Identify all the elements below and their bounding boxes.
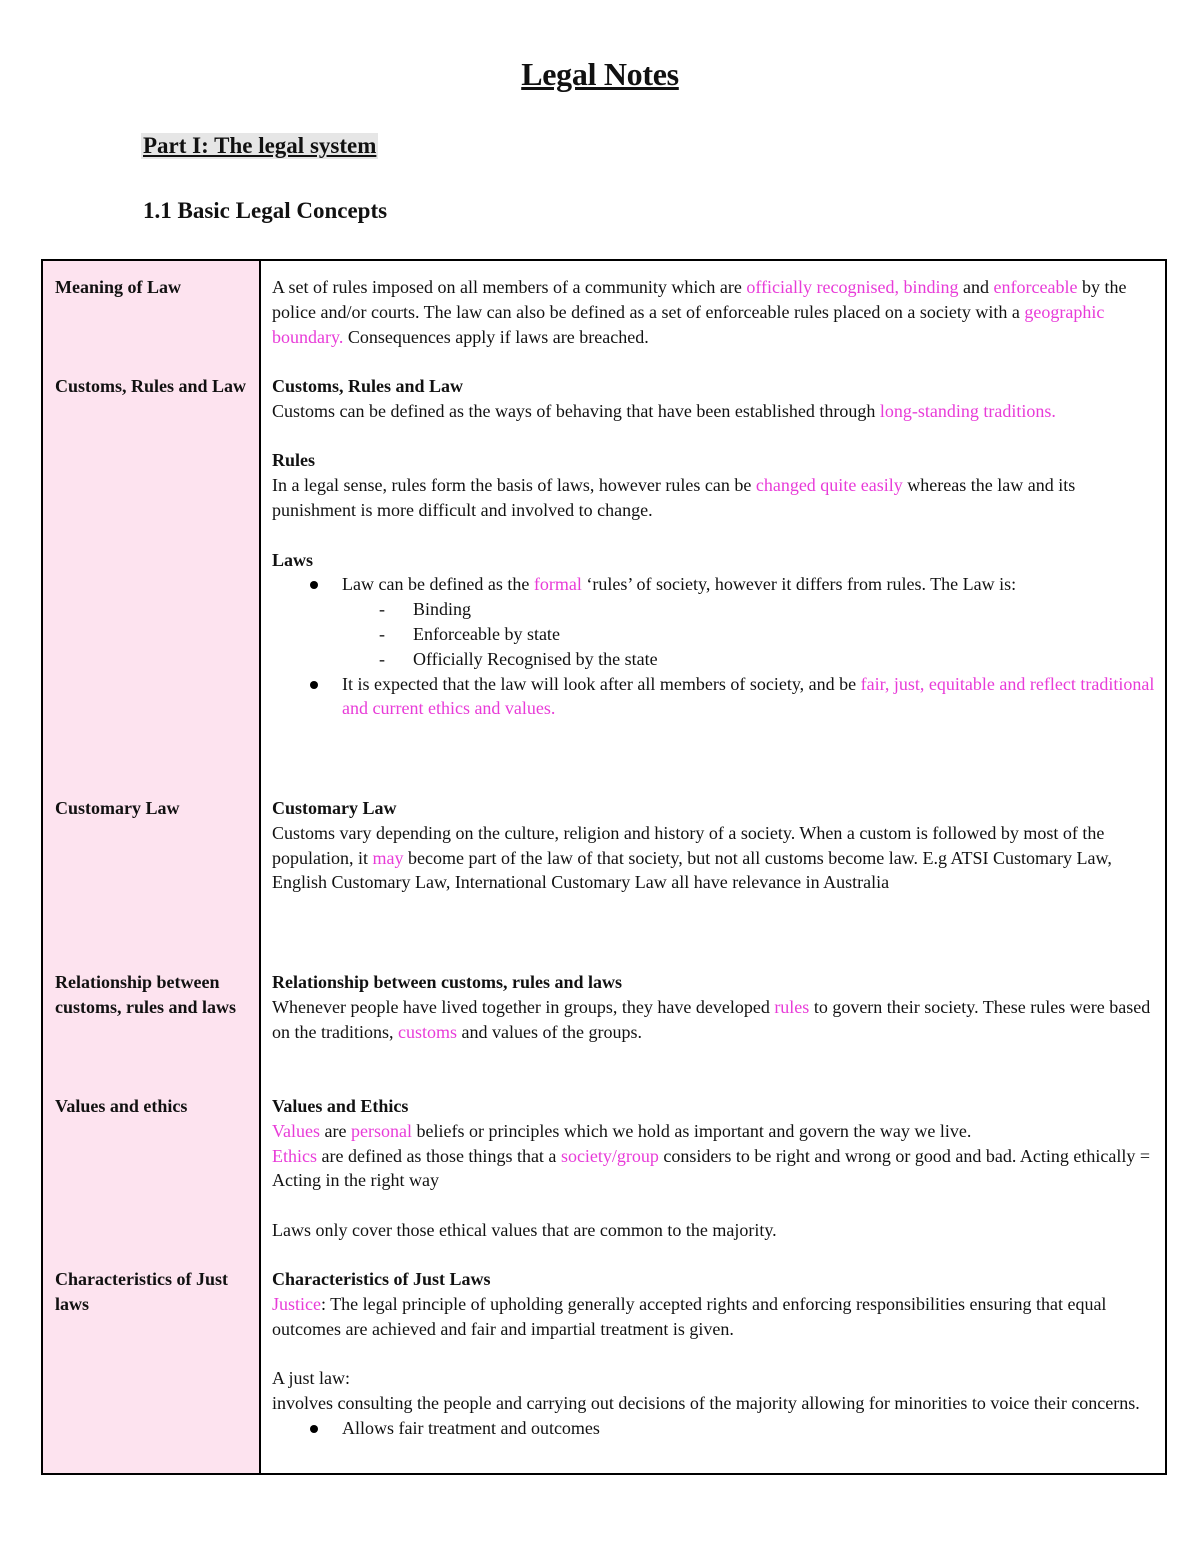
label-customary-law: Customary Law bbox=[55, 798, 180, 818]
text: considers to be right and wrong or good and bad. Acting ethically = Acting in the right way bbox=[272, 1145, 1150, 1191]
text: beliefs or principles which we hold as important and govern the way we live. bbox=[411, 1120, 972, 1141]
text: Allows fair treatment and outcomes bbox=[342, 1417, 600, 1438]
label-relationship: Relationship between customs, rules and laws bbox=[55, 972, 237, 1017]
text: Officially Recognised by the state bbox=[413, 648, 658, 669]
highlight-text: fair, just, equitable and reflect traditional and current ethics and values. bbox=[342, 673, 1155, 719]
bullet-icon bbox=[310, 681, 318, 689]
highlight-text: long-standing traditions. bbox=[879, 400, 1056, 421]
dash-item bbox=[272, 622, 1157, 647]
text: In a legal sense, rules form the basis of laws, however rules can be bbox=[272, 475, 756, 496]
text: Customs vary depending on the culture, religion and history of a society. When a custom is followed by most of the population, it bbox=[272, 822, 1105, 868]
bullet-item bbox=[272, 1416, 1157, 1441]
label-values-ethics: Values and ethics bbox=[55, 1096, 188, 1116]
text: Law can be defined as the bbox=[342, 574, 534, 595]
ethics-paragraph bbox=[272, 1144, 1157, 1194]
just-laws-content bbox=[272, 1267, 1157, 1441]
part-heading: Part I: The legal system bbox=[143, 133, 377, 158]
text: Consequences apply if laws are breached. bbox=[343, 326, 649, 347]
text: : The legal principle of upholding generally accepted rights and enforcing responsibilities ensuring that equal outcomes are achieved and fair and impartial treatment is given. bbox=[272, 1293, 1107, 1339]
section-heading: 1.1 Basic Legal Concepts bbox=[143, 198, 388, 223]
laws-values-paragraph: Laws only cover those ethical values that are common to the majority. bbox=[272, 1219, 777, 1240]
text: Customs can be defined as the ways of behaving that have been established through bbox=[272, 400, 880, 421]
text: ‘rules’ of society, however it differs from rules. The Law is: bbox=[581, 574, 1017, 595]
rules-paragraph bbox=[272, 473, 1157, 523]
just-law-intro: A just law: bbox=[272, 1368, 351, 1389]
text: are defined as those things that a bbox=[317, 1145, 561, 1166]
text: whereas the law and its punishment is more difficult and involved to change. bbox=[272, 475, 1076, 520]
values-paragraph bbox=[272, 1119, 1157, 1144]
relationship-heading: Relationship between customs, rules and laws bbox=[272, 972, 623, 992]
text: by the police and/or courts. The law can also be defined as a set of enforceable rules placed on a society with a bbox=[272, 277, 1127, 322]
text: to govern their society. These rules were based on the traditions, bbox=[272, 996, 1151, 1042]
meaning-paragraph bbox=[272, 275, 1157, 349]
values-heading: Values and Ethics bbox=[272, 1096, 409, 1116]
highlight-text: formal bbox=[533, 574, 582, 595]
dash-icon: - bbox=[379, 623, 385, 644]
customs-heading: Customs, Rules and Law bbox=[272, 376, 464, 396]
just-law-paragraph: involves consulting the people and carrying out decisions of the majority allowing for minorities to voice their concerns. bbox=[272, 1392, 1140, 1413]
text: Binding bbox=[413, 599, 472, 620]
dash-icon: - bbox=[379, 648, 385, 669]
highlight-text: Ethics bbox=[272, 1145, 317, 1166]
customs-paragraph bbox=[272, 399, 1157, 424]
highlight-text: Justice bbox=[272, 1293, 321, 1314]
text: Whenever people have lived together in groups, they have developed bbox=[272, 996, 775, 1017]
text: and bbox=[958, 277, 994, 297]
document-title: Legal Notes bbox=[521, 56, 679, 92]
dash-item bbox=[272, 597, 1157, 622]
customary-paragraph bbox=[272, 821, 1157, 895]
highlight-text: personal bbox=[350, 1120, 412, 1141]
text: A set of rules imposed on all members of a community which are bbox=[272, 277, 747, 297]
text: It is expected that the law will look after all members of society, and be bbox=[342, 673, 861, 694]
customary-heading: Customary Law bbox=[272, 798, 397, 818]
label-meaning-of-law: Meaning of Law bbox=[55, 277, 181, 297]
customary-law-content bbox=[272, 796, 1157, 895]
text: are bbox=[320, 1120, 351, 1141]
just-laws-heading: Characteristics of Just Laws bbox=[272, 1269, 491, 1289]
relationship-paragraph bbox=[272, 995, 1157, 1045]
highlight-text: changed quite easily bbox=[755, 475, 903, 496]
highlight-text: geographic boundary. bbox=[272, 301, 1105, 347]
bullet-item bbox=[272, 672, 1157, 722]
bullet-icon bbox=[310, 1425, 318, 1433]
highlight-text: customs bbox=[397, 1021, 457, 1042]
dash-item bbox=[272, 647, 1157, 672]
rules-heading: Rules bbox=[272, 450, 316, 471]
relationship-content bbox=[272, 970, 1157, 1044]
text: Enforceable by state bbox=[413, 623, 560, 644]
bullet-icon bbox=[310, 581, 318, 589]
text: and values of the groups. bbox=[457, 1021, 642, 1042]
bullet-item bbox=[272, 572, 1157, 597]
highlight-text: rules bbox=[774, 996, 810, 1017]
dash-icon: - bbox=[379, 599, 385, 620]
text: become part of the law of that society, but not all customs become law. E.g ATSI Customary Law, English Customary Law, International Customary Law all have relevance in Australia bbox=[272, 847, 1112, 893]
highlight-text: officially recognised, binding bbox=[746, 277, 959, 297]
justice-paragraph bbox=[272, 1292, 1157, 1342]
highlight-text: may bbox=[372, 847, 404, 868]
highlight-text: society/group bbox=[560, 1145, 659, 1166]
highlight-text: enforceable bbox=[993, 277, 1078, 297]
label-just-laws: Characteristics of Just laws bbox=[55, 1269, 228, 1314]
values-ethics-content bbox=[272, 1094, 1157, 1243]
label-customs-rules-law: Customs, Rules and Law bbox=[55, 376, 247, 396]
highlight-text: Values bbox=[272, 1120, 320, 1141]
concepts-table bbox=[41, 259, 1167, 1475]
laws-heading: Laws bbox=[272, 549, 314, 570]
customs-rules-law-content bbox=[272, 374, 1157, 721]
meaning-of-law-content bbox=[272, 275, 1157, 349]
